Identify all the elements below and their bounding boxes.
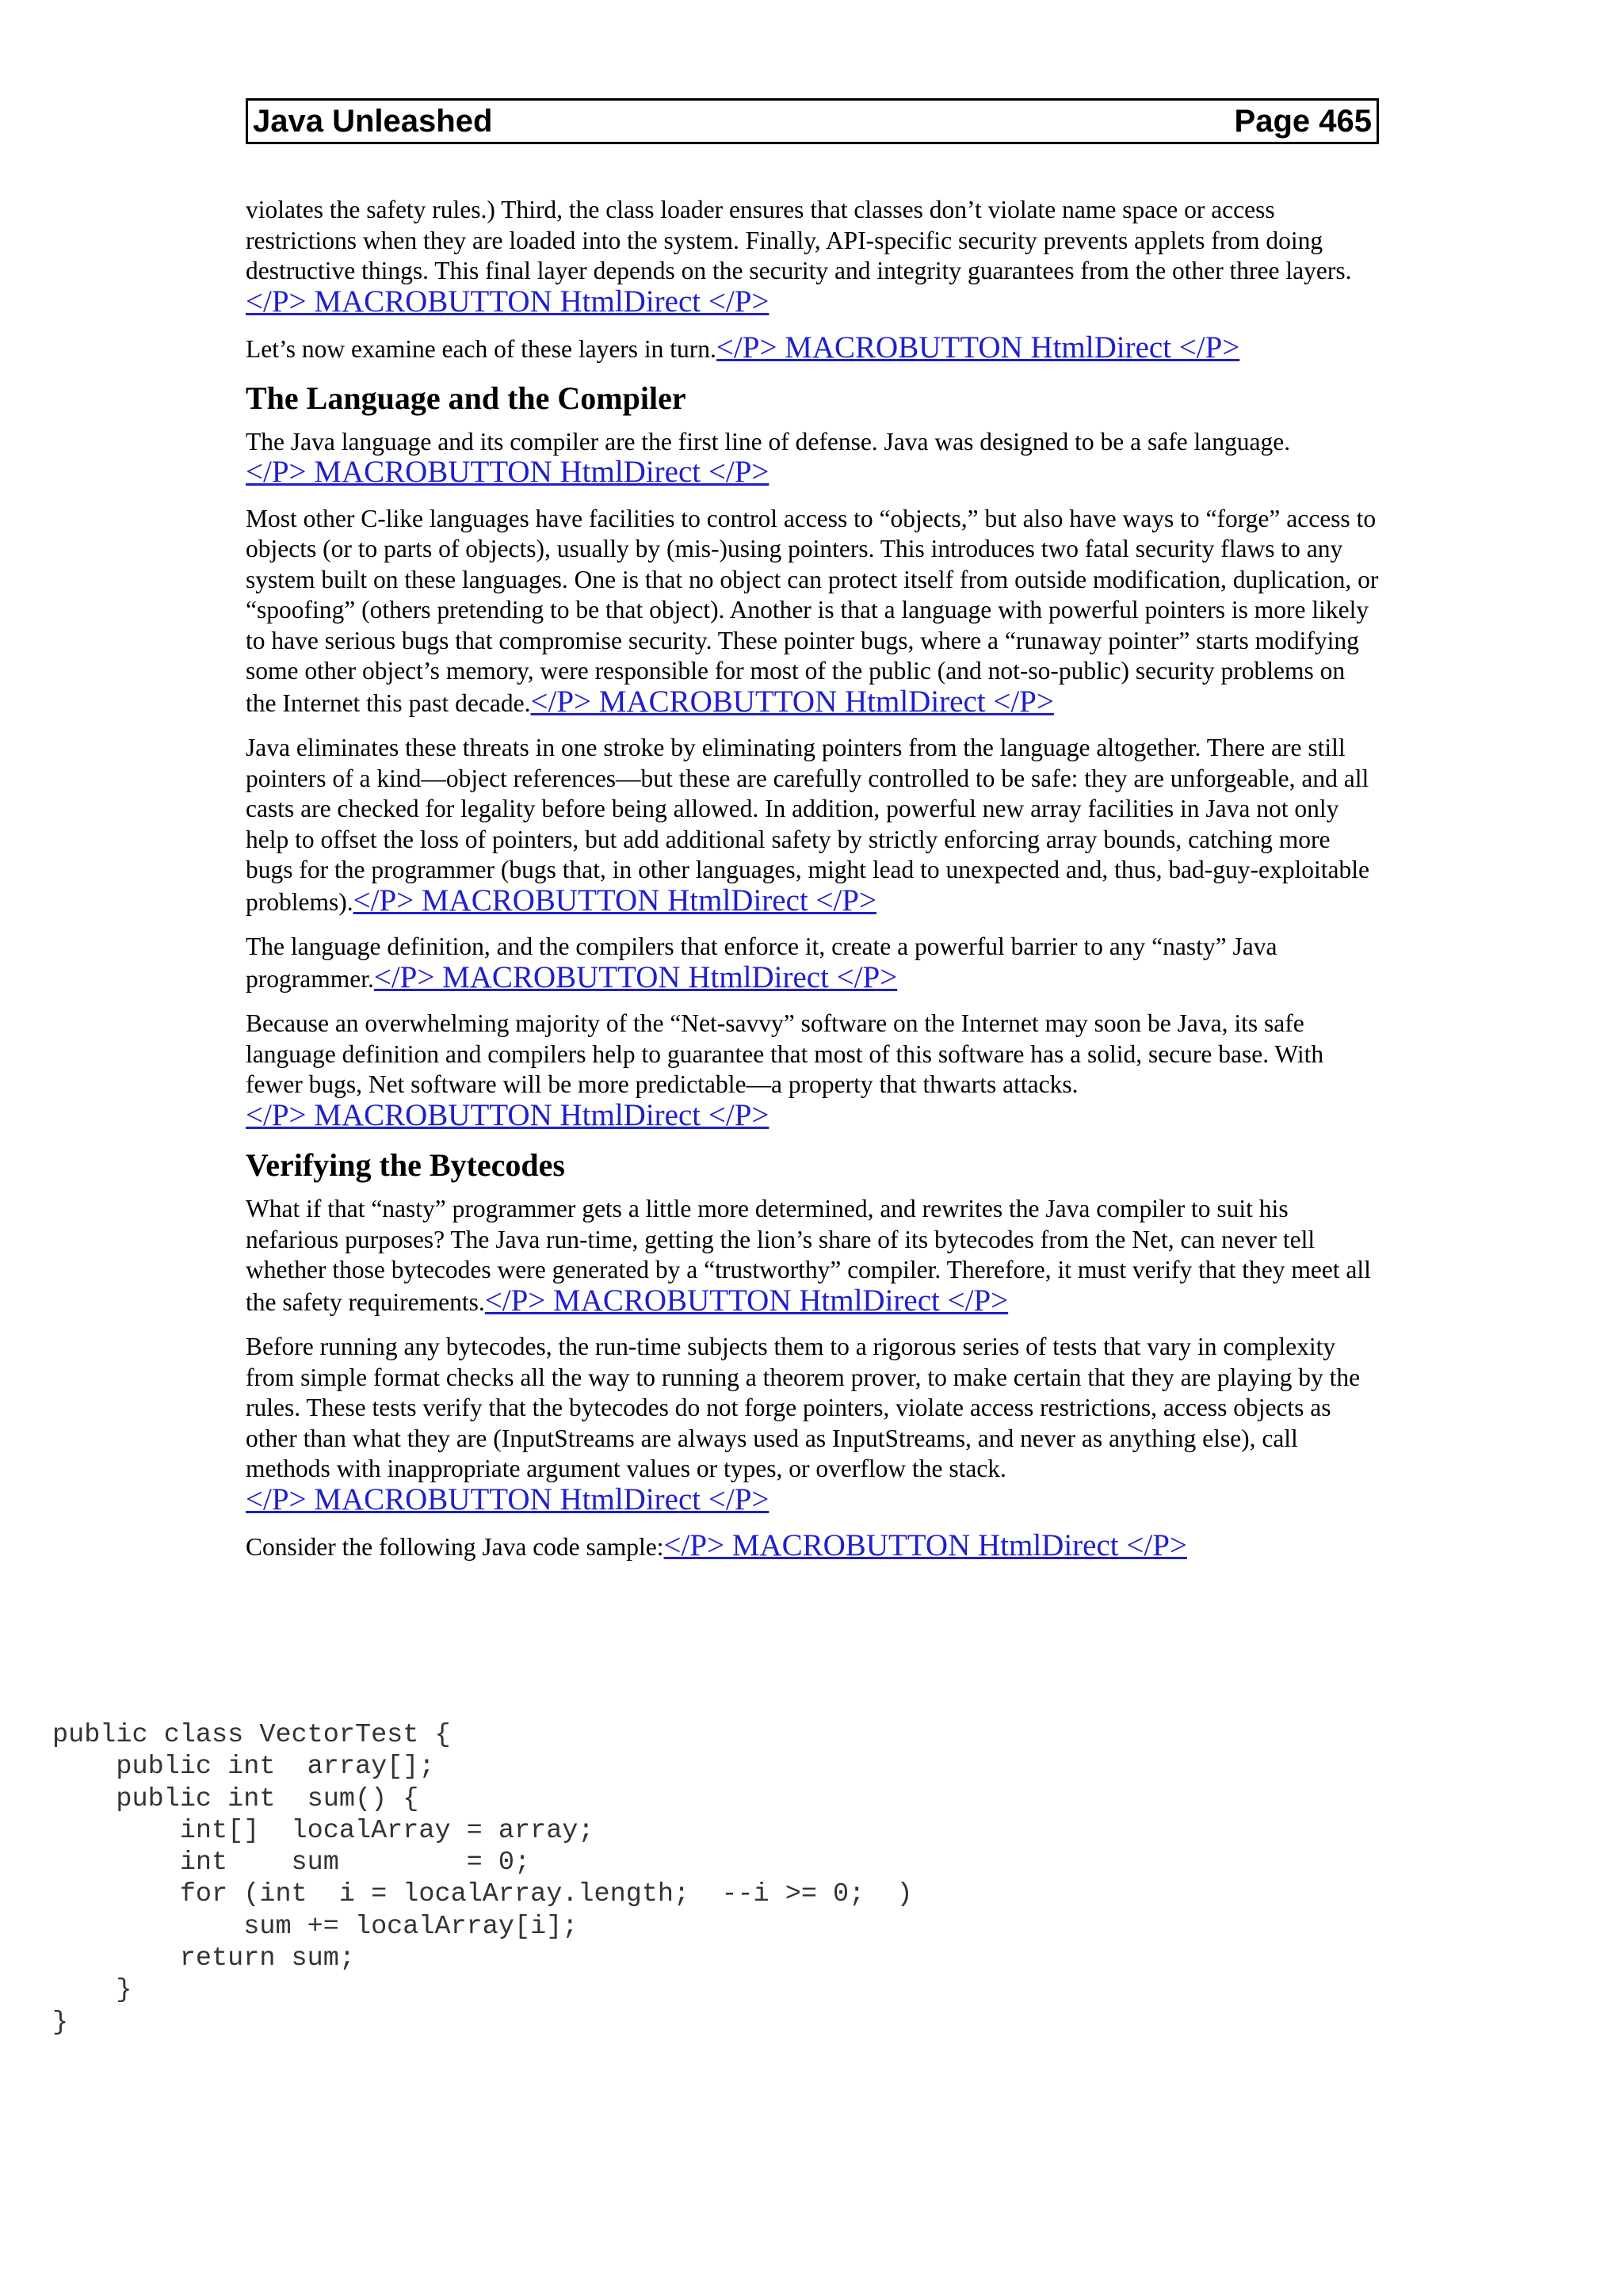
code-line: } [52,1975,132,2006]
macrobutton-link[interactable]: </P> MACROBUTTON HtmlDirect </P> [246,284,769,318]
paragraph-text: What if that “nasty” programmer gets a little more determined, and rewrites the Java compiler to suit his nefarious purposes? The Java run-time, getting the lion’s share of its bytecodes from the Net, can never tell whether those bytecodes were generated by a “trustworthy” compiler. Therefore, it must verify that they meet all the safety requirements. [246,1195,1371,1316]
code-line: int sum = 0; [52,1848,531,1878]
body-paragraph [246,733,1381,917]
body-paragraph [246,1194,1381,1318]
paragraph-text: Let’s now examine each of these layers in turn. [246,335,716,363]
code-line: for (int i = localArray.length; --i >= 0; ) [52,1879,913,1910]
code-sample [52,1719,913,2039]
code-line: int[] localArray = array; [52,1815,594,1846]
macrobutton-link[interactable]: </P> MACROBUTTON HtmlDirect </P> [373,959,898,994]
body-paragraph [246,1009,1381,1132]
paragraph-text: violates the safety rules.) Third, the class loader ensures that classes don’t violate name space or access restrictions when they are loaded into the system. Finally, API-specific security prevents applets from doing destructive things. This final layer depends on the security and integrity guarantees from the other three layers. [246,196,1352,284]
paragraph-text: Java eliminates these threats in one stroke by eliminating pointers from the language altogether. There are still pointers of a kind—object references—but these are carefully controlled to be safe: they are unforgeable, and all casts are checked for legality before being allowed. In addition, powerful new array facilities in Java not only help to offset the loss of pointers, but add additional safety by strictly enforcing array bounds, catching more bugs for the programmer (bugs that, in other languages, might lead to unexpected and, thus, bad-guy-exploitable problems). [246,734,1369,916]
paragraph-text: The language definition, and the compilers that enforce it, create a powerful barrier to any “nasty” Java programmer. [246,933,1277,993]
body-paragraph [246,195,1381,318]
macrobutton-link[interactable]: </P> MACROBUTTON HtmlDirect </P> [663,1528,1187,1562]
body-paragraph [246,330,1381,365]
page-header [246,98,1379,144]
page-number: Page 465 [1234,103,1372,139]
section-heading: The Language and the Compiler [246,379,686,416]
macrobutton-link[interactable]: </P> MACROBUTTON HtmlDirect </P> [484,1283,1009,1318]
body-paragraph [246,1332,1381,1516]
code-line: } [52,2007,69,2038]
macrobutton-link[interactable]: </P> MACROBUTTON HtmlDirect </P> [246,1097,769,1132]
page-body [246,195,1381,1577]
macrobutton-link[interactable]: </P> MACROBUTTON HtmlDirect </P> [530,684,1054,719]
paragraph-text: Before running any bytecodes, the run-time subjects them to a rigorous series of tests that vary in complexity from simple format checks all the way to running a theorem prover, to make certain that they are playing by the rules. These tests verify that the bytecodes do not forge pointers, violate access restrictions, access objects as other than what they are (InputStreams are always used as InputStreams, and never as anything else), call methods with inappropriate argument values or types, or overflow the stack. [246,1333,1361,1482]
macrobutton-link[interactable]: </P> MACROBUTTON HtmlDirect </P> [246,455,769,489]
book-title: Java Unleashed [253,103,493,139]
code-line: public int sum() { [52,1783,419,1814]
code-line: return sum; [52,1943,355,1974]
code-line: public class VectorTest { [52,1720,451,1750]
paragraph-text: Because an overwhelming majority of the “Net-savvy” software on the Internet may soon be Java, its safe language definition and compilers help to guarantee that most of this software has a solid, secure base. With fewer bugs, Net software will be more predictable—a property that thwarts attacks. [246,1009,1324,1098]
body-paragraph [246,1528,1381,1563]
code-line: sum += localArray[i]; [52,1911,579,1942]
body-paragraph [246,504,1381,719]
paragraph-text: Most other C-like languages have facilities to control access to “objects,” but also have ways to “forge” access to objects (or to parts of objects), usually by (mis-)using pointers. This introduces two fatal security flaws to any system built on these languages. One is that no object can protect itself from outside modification, duplication, or “spoofing” (others pretending to be that object). Another is that a language with powerful pointers is more likely to have serious bugs that compromise security. These pointer bugs, where a “runaway pointer” starts modifying some other object’s memory, were responsible for most of the public (and not-so-public) security problems on the Internet this past decade. [246,504,1379,717]
macrobutton-link[interactable]: </P> MACROBUTTON HtmlDirect </P> [716,330,1240,364]
paragraph-text: The Java language and its compiler are the first line of defense. Java was designed to be a safe language. [246,427,1291,456]
paragraph-text: Consider the following Java code sample: [246,1533,664,1561]
macrobutton-link[interactable]: </P> MACROBUTTON HtmlDirect </P> [246,1482,769,1516]
body-paragraph [246,932,1381,994]
section-heading: Verifying the Bytecodes [246,1147,565,1183]
body-paragraph [246,427,1381,490]
macrobutton-link[interactable]: </P> MACROBUTTON HtmlDirect </P> [353,883,876,917]
code-line: public int array[]; [52,1752,435,1783]
